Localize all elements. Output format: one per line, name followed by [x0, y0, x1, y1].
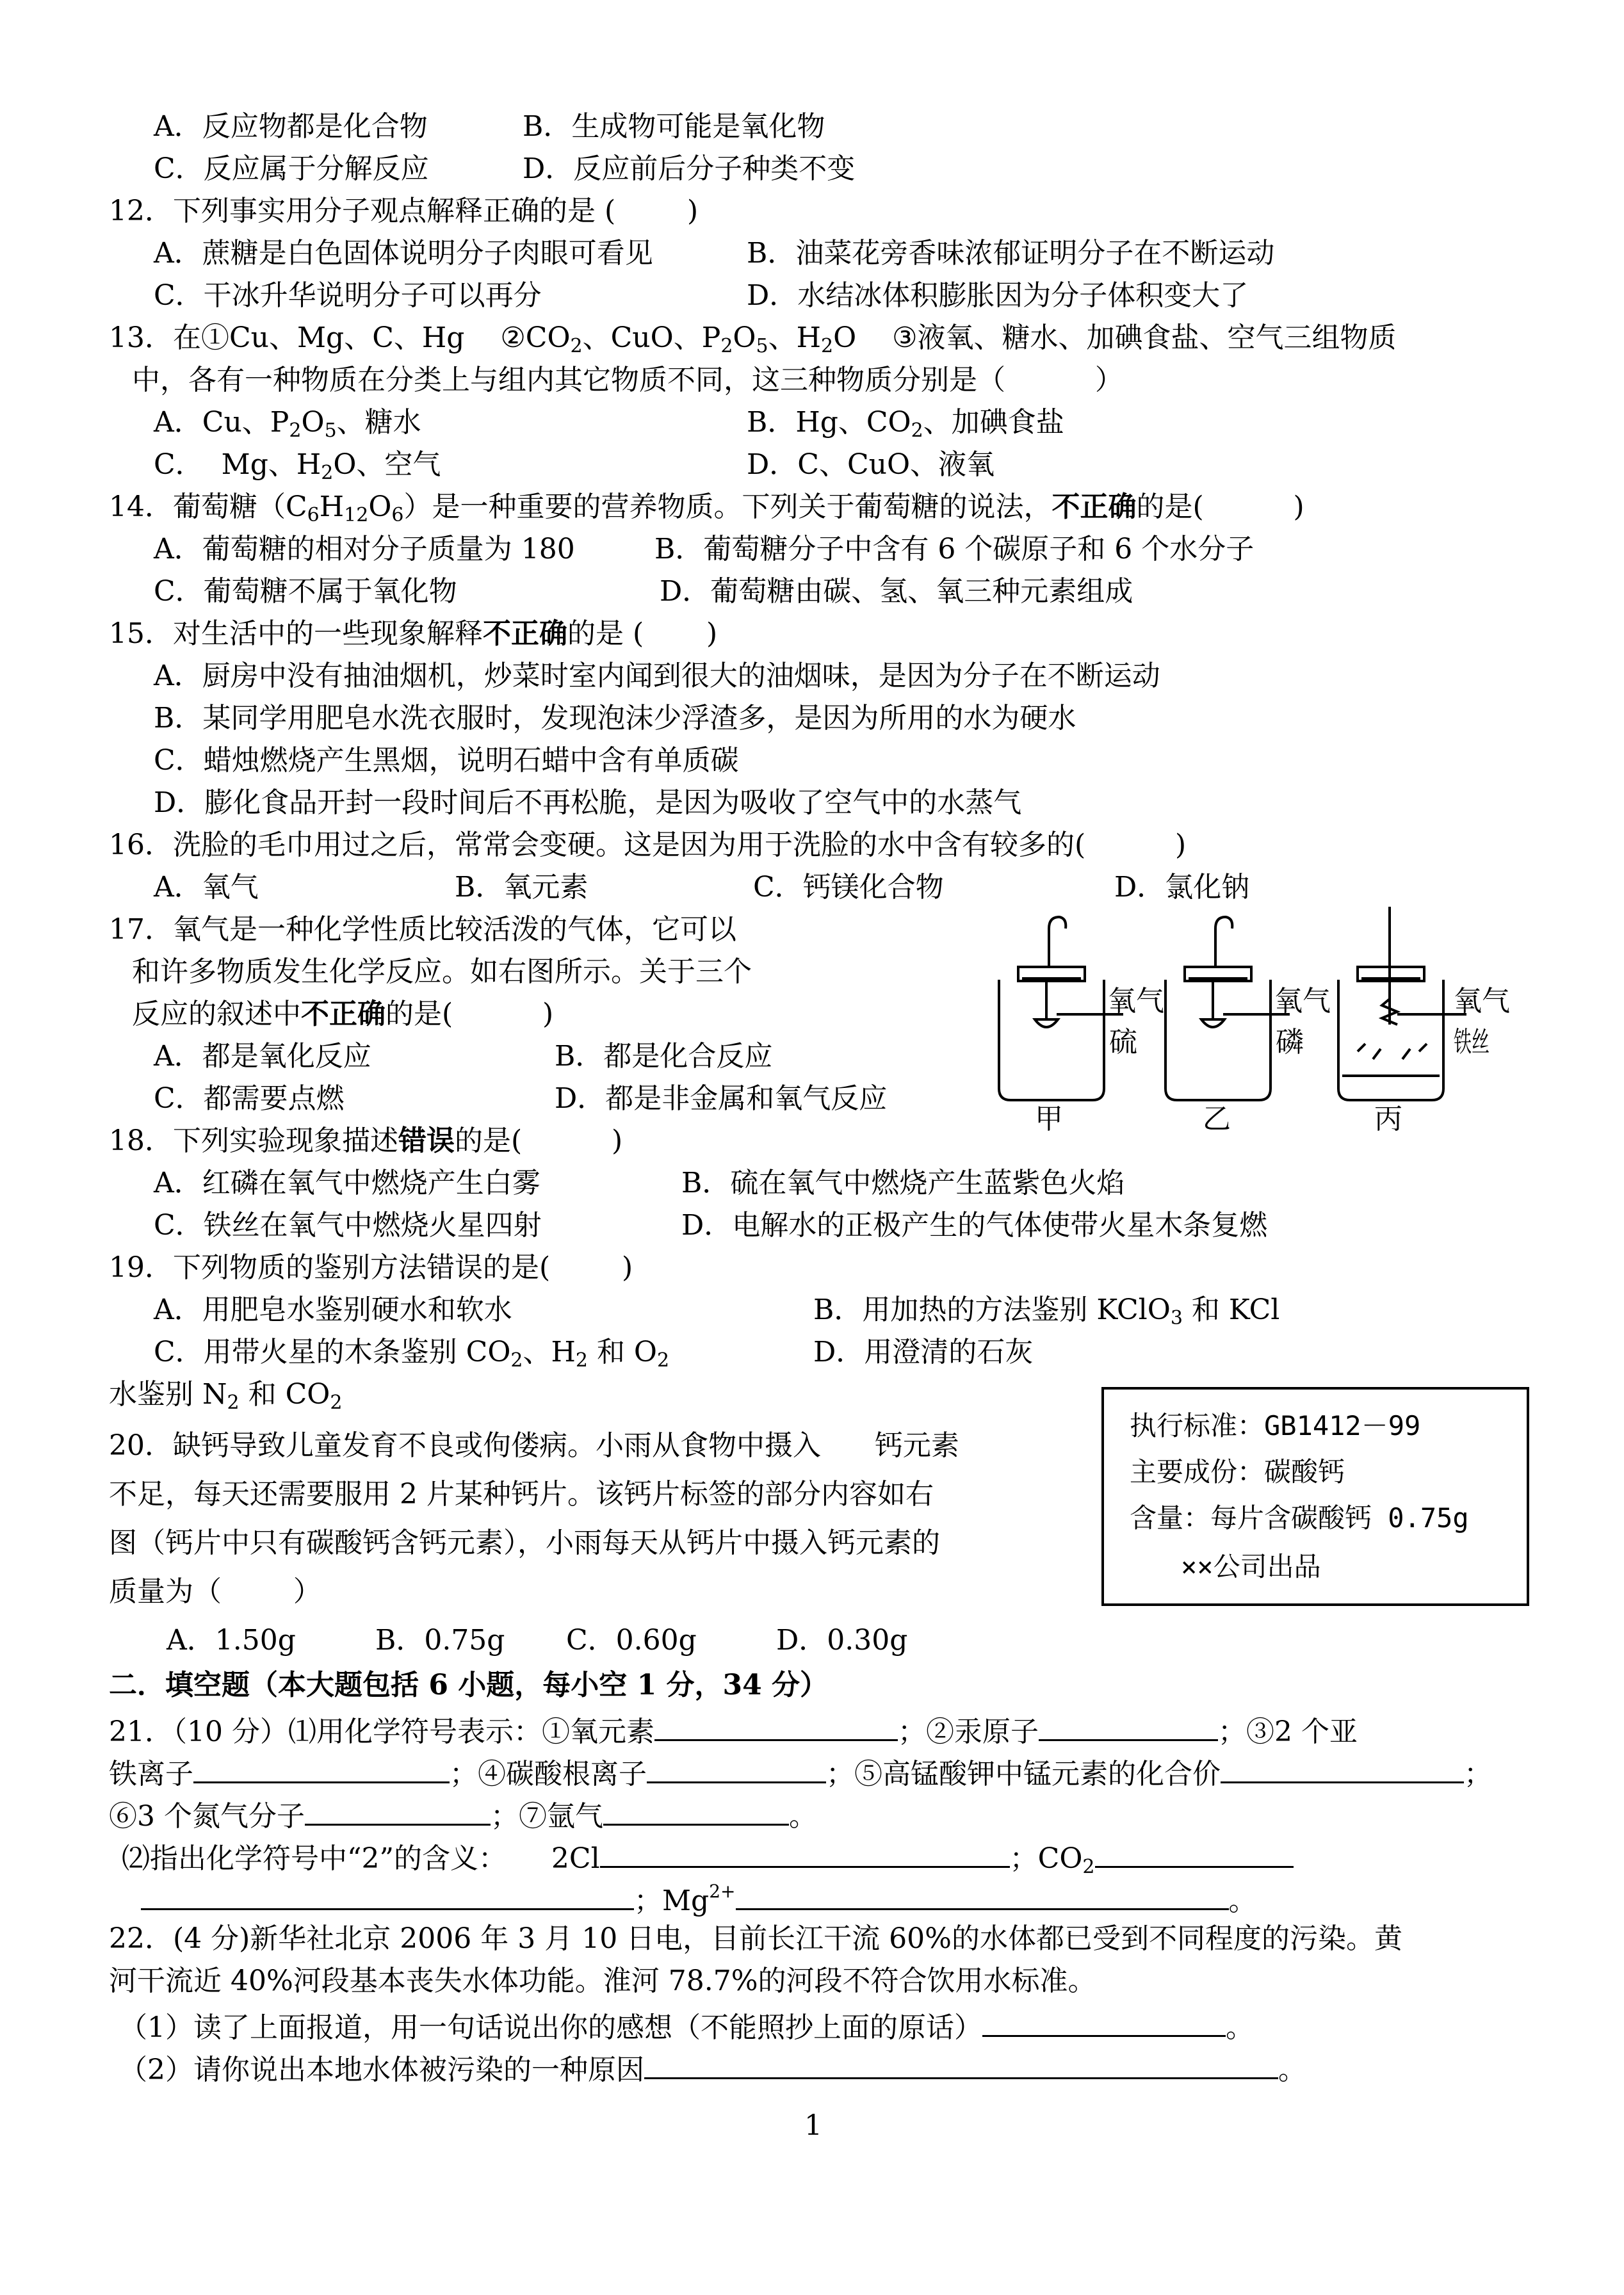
q11-option-d: D．反应前后分子种类不变 [523, 152, 856, 185]
q17-stem-line2: 和许多物质发生化学反应。如右图所示。关于三个 [132, 955, 752, 988]
answer-blank-carbonate-ion[interactable] [647, 1756, 826, 1783]
label-ingredient: 主要成份：碳酸钙 [1130, 1456, 1345, 1488]
q14-option-b: B．葡萄糖分子中含有 6 个碳原子和 6 个水分子 [654, 533, 1255, 565]
q20-option-d: D．0.30g [776, 1624, 908, 1657]
jar2-gas-label: 氧气 [1274, 985, 1331, 1018]
q18-option-a: A．红磷在氧气中燃烧产生白雾 [154, 1167, 540, 1199]
jar1-spoon [1035, 1019, 1058, 1027]
answer-blank-ferrous-ions[interactable] [193, 1756, 450, 1783]
q20-option-c: C．0.60g [566, 1624, 697, 1657]
label-maker: ××公司出品 [1181, 1551, 1321, 1582]
q20-option-b: B．0.75g [375, 1624, 505, 1657]
answer-blank-argon[interactable] [603, 1798, 789, 1826]
q16-option-d: D．氯化钠 [1114, 871, 1250, 904]
jar2-rod [1215, 917, 1232, 967]
q11-option-b: B．生成物可能是氧化物 [523, 110, 825, 143]
q15-stem: 15．对生活中的一些现象解释不正确的是 ( ) [109, 617, 718, 650]
calcium-tablet-label [1101, 1387, 1529, 1606]
q17-option-b: B．都是化合反应 [555, 1040, 773, 1073]
jar1-substance-label: 硫 [1109, 1026, 1137, 1058]
q13-option-a: A．Cu、$P_2O_5$、糖水 [154, 406, 421, 442]
q17-stem-line1: 17．氧气是一种化学性质比较活泼的气体，它可以 [109, 913, 736, 946]
q14-option-d: D．葡萄糖由碳、氢、氧三种元素组成 [660, 575, 1133, 608]
q17-option-c: C．都需要点燃 [154, 1082, 345, 1115]
q12-option-b: B．油菜花旁香味浓郁证明分子在不断运动 [747, 237, 1275, 270]
q12-stem: 12．下列事实用分子观点解释正确的是 ( ) [109, 195, 699, 227]
q21-line2: 铁离子 ；④碳酸根离子 ；⑤高锰酸钾中锰元素的化合价 ； [109, 1756, 1492, 1788]
jar2-spoon [1201, 1019, 1224, 1027]
answer-blank-mercury-atom[interactable] [1039, 1714, 1218, 1741]
jar2-label: 乙 [1203, 1103, 1231, 1135]
q16-option-b: B．氧元素 [455, 871, 589, 904]
q11-option-a: A．反应物都是化合物 [154, 110, 428, 143]
q20-line2: 不足，每天还需要服用 2 片某种钙片。该钙片标签的部分内容如右 [109, 1478, 934, 1511]
q17-stem-line3: 反应的叙述中不正确的是( ) [132, 998, 554, 1030]
q16-stem: 16．洗脸的毛巾用过之后，常常会变硬。这是因为用于洗脸的水中含有较多的( ) [109, 829, 1187, 861]
q19-option-c: C．用带火星的木条鉴别 $CO_2$、$H_2$ 和 $O_2$ [154, 1336, 670, 1372]
q19-option-d: D．用澄清的石灰 [813, 1336, 1034, 1368]
jar1-outline [999, 980, 1104, 1100]
q18-stem: 18．下列实验现象描述错误的是( ) [109, 1124, 623, 1157]
answer-blank-manganese-valence[interactable] [1221, 1756, 1464, 1783]
answer-blank-co2-meaning-cont[interactable] [141, 1883, 634, 1910]
q21-line1: 21．（10 分）⑴用化学符号表示：①氧元素 ；②汞原子 ；③2 个亚 [109, 1714, 1358, 1746]
jar3-label: 丙 [1374, 1103, 1402, 1135]
q20-line1: 20．缺钙导致儿童发育不良或佝偻病。小雨从食物中摄入 钙元素 [109, 1429, 959, 1462]
answer-blank-oxygen-element[interactable] [654, 1714, 898, 1741]
q13-option-c: C． Mg、$H_2O$、空气 [154, 448, 441, 484]
q19-option-a: A．用肥皂水鉴别硬水和软水 [154, 1293, 512, 1326]
q13-stem-line2: 中，各有一种物质在分类上与组内其它物质不同，这三种物质分别是（ ） [132, 364, 1123, 396]
q12-option-d: D．水结冰体积膨胀因为分子体积变大了 [747, 279, 1249, 312]
jar1-rod [1049, 917, 1066, 967]
answer-blank-co2-meaning[interactable] [1095, 1840, 1294, 1868]
page-number: 1 [804, 2109, 822, 2142]
oxygen-reaction-figure [980, 903, 1510, 1135]
q12-option-c: C．干冰升华说明分子可以再分 [154, 279, 542, 312]
q21-line4: ⑵指出化学符号中“2”的含义： 2Cl ；$CO_2$ [122, 1840, 1294, 1877]
q21-line3: ⑥3 个氮气分子 ；⑦氩气 。 [109, 1798, 817, 1831]
jar2-substance-label: 磷 [1276, 1026, 1304, 1058]
q19-stem: 19．下列物质的鉴别方法错误的是( ) [109, 1251, 633, 1284]
q18-option-c: C．铁丝在氧气中燃烧火星四射 [154, 1209, 542, 1242]
q22-line2: 河干流近 40%河段基本丧失水体功能。淮河 78.7%的河段不符合饮用水标准。 [109, 1965, 1096, 1997]
q15-option-a: A．厨房中没有抽油烟机，炒菜时室内闻到很大的油烟味，是因为分子在不断运动 [154, 660, 1160, 692]
answer-blank-2cl-meaning[interactable] [600, 1840, 1010, 1868]
q20-option-a: A．1.50g [166, 1624, 296, 1657]
q22-line3: （1）读了上面报道，用一句话说出你的感想（不能照抄上面的原话） 。 [119, 2009, 1254, 2042]
q15-option-c: C．蜡烛燃烧产生黑烟，说明石蜡中含有单质碳 [154, 744, 739, 777]
section-2-title: 二．填空题（本大题包括 6 小题，每小空 1 分，34 分） [109, 1669, 829, 1701]
q21-line5: ；$Mg^{2+}$ 。 [141, 1883, 1257, 1915]
answer-blank-nitrogen-molecules[interactable] [305, 1798, 491, 1826]
q12-option-a: A．蔗糖是白色固体说明分子肉眼可看见 [154, 237, 653, 270]
q14-stem: 14．葡萄糖$(C_6H_{12}O_6)$是一种重要的营养物质。下列关于葡萄糖的说法，不正确的是( ) [109, 491, 1304, 526]
label-standard: 执行标准：GB1412－99 [1130, 1410, 1421, 1441]
q20-line3: 图（钙片中只有碳酸钙含钙元素），小雨每天从钙片中摄入钙元素的 [109, 1527, 940, 1559]
jar3-gas-label: 氧气 [1454, 985, 1510, 1018]
label-content: 含量：每片含碳酸钙 0.75g [1130, 1502, 1469, 1534]
q16-option-c: C．钙镁化合物 [753, 871, 944, 904]
q11-option-c: C．反应属于分解反应 [154, 152, 429, 185]
q20-line4: 质量为（ ） [109, 1575, 321, 1608]
q14-option-c: C．葡萄糖不属于氧化物 [154, 575, 457, 608]
q17-option-a: A．都是氧化反应 [154, 1040, 371, 1073]
jar2-outline [1165, 980, 1271, 1100]
q19-option-d-cont: 水鉴别 $N_2$ 和 $CO_2$ [109, 1378, 343, 1414]
q17-option-d: D．都是非金属和氧气反应 [555, 1082, 888, 1115]
jar3-substance-label: 铁丝 [1454, 1026, 1490, 1058]
answer-blank-mg-meaning[interactable] [736, 1883, 1229, 1910]
q18-option-b: B．硫在氧气中燃烧产生蓝紫色火焰 [681, 1167, 1125, 1199]
q15-option-d: D．膨化食品开封一段时间后不再松脆，是因为吸收了空气中的水蒸气 [154, 786, 1022, 819]
q15-option-b: B．某同学用肥皂水洗衣服时，发现泡沫少浮渣多，是因为所用的水为硬水 [154, 702, 1076, 734]
q13-stem: 13．在①Cu、Mg、C、Hg $②CO_2$、CuO、$P_2O_5$、$H_2O$ ③液氧、糖水、加碘食盐、空气三组物质 [109, 321, 1397, 357]
answer-blank-pollution-cause[interactable] [644, 2052, 1278, 2079]
answer-blank-thoughts[interactable] [982, 2009, 1226, 2037]
q13-option-d: D．C、CuO、液氧 [747, 448, 995, 481]
jar1-gas-label: 氧气 [1108, 985, 1164, 1018]
jar1-label: 甲 [1035, 1103, 1063, 1135]
q16-option-a: A．氧气 [154, 871, 259, 904]
q13-option-b: B．Hg、$CO_2$、加碘食盐 [747, 406, 1064, 442]
q22-line1: 22．(4 分)新华社北京 2006 年 3 月 10 日电，目前长江干流 60%的水体都已受到不同程度的污染。黄 [109, 1922, 1402, 1955]
q19-option-b: B．用加热的方法鉴别 KClO$_3$ 和 KCl [813, 1293, 1280, 1329]
q14-option-a: A．葡萄糖的相对分子质量为 180 [154, 533, 575, 565]
q18-option-d: D．电解水的正极产生的气体使带火星木条复燃 [681, 1209, 1268, 1242]
q22-line4: （2）请你说出本地水体被污染的一种原因 。 [119, 2052, 1306, 2084]
